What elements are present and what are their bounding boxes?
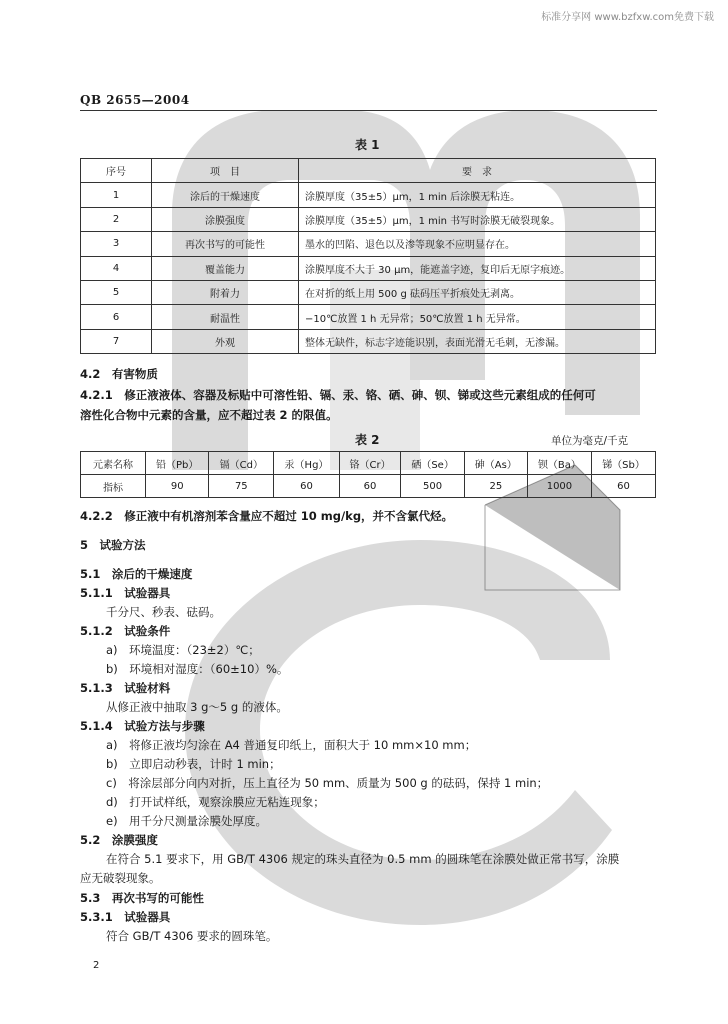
list-item-b: b) 环境相对湿度：（60±10）%。 (106, 662, 289, 676)
limit-value: 90 (146, 475, 209, 498)
row-requirement: 涂膜厚度不大于 30 μm，能遮盖字迹，复印后无原字痕迹。 (299, 256, 656, 280)
element-name: 钡（Ba） (527, 452, 591, 475)
table-row (81, 452, 656, 475)
section-5-1-2-heading: 5.1.2 试验条件 (80, 624, 171, 638)
paragraph-4-2-1-line1: 4.2.1 修正液液体、容器及标贴中可溶性铅、镉、汞、铬、硒、砷、钡、锑或这些元素组成的任何可 (80, 388, 596, 402)
list-item-a: a) 环境温度：（23±2）℃； (106, 643, 260, 657)
paragraph-5-3-1: 符合 GB/T 4306 要求的圆珠笔。 (106, 929, 278, 943)
row-item: 覆盖能力 (152, 256, 299, 280)
row-number: 6 (81, 305, 152, 329)
element-name: 硒（Se） (401, 452, 465, 475)
row-item: 附着力 (152, 280, 299, 304)
harmful-substances-table (80, 451, 656, 498)
list-item-d: d) 打开试样纸，观察涂膜应无粘连现象； (106, 795, 325, 809)
row-number: 4 (81, 256, 152, 280)
table-row (81, 329, 656, 353)
limit-value: 75 (209, 475, 274, 498)
paragraph-4-2-2: 4.2.2 修正液中有机溶剂苯含量应不超过 10 mg/kg，并不含氯代烃。 (80, 509, 454, 523)
row-number: 2 (81, 207, 152, 231)
header-rule (80, 110, 657, 111)
table-row (81, 280, 656, 304)
paragraph-5-2-line1: 在符合 5.1 要求下，用 GB/T 4306 规定的珠头直径为 0.5 mm 的圆珠笔在涂膜处做正常书写，涂膜 (106, 852, 620, 866)
table2-unit: 单位为毫克/千克 (551, 435, 629, 447)
element-name: 铅（Pb） (146, 452, 209, 475)
table-header-row (81, 159, 656, 183)
element-name: 锑（Sb） (592, 452, 656, 475)
row-item: 外观 (152, 329, 299, 353)
list-item-a: a) 将修正液均匀涂在 A4 普通复印纸上，面积大于 10 mm×10 mm； (106, 738, 477, 752)
table-header-cell: 要 求 (299, 159, 656, 183)
row-item: 涂后的干燥速度 (152, 183, 299, 207)
list-item-e: e) 用千分尺测量涂膜处厚度。 (106, 814, 268, 828)
row-requirement: 整体无缺件，标志字迹能识别，表面光滑无毛刺，无渗漏。 (299, 329, 656, 353)
list-item-b: b) 立即启动秒表，计时 1 min； (106, 757, 281, 771)
limit-value: 500 (401, 475, 465, 498)
section-4-2-heading: 4.2 有害物质 (80, 367, 158, 381)
row-requirement: −10℃放置 1 h 无异常；50℃放置 1 h 无异常。 (299, 305, 656, 329)
table-row (81, 183, 656, 207)
table-row (81, 305, 656, 329)
element-name: 汞（Hg） (274, 452, 340, 475)
table-row (81, 207, 656, 231)
paragraph-5-1-1: 千分尺、秒表、砝码。 (106, 605, 221, 619)
row-number: 5 (81, 280, 152, 304)
row-requirement: 涂膜厚度（35±5）μm，1 min 后涂膜无粘连。 (299, 183, 656, 207)
row-item: 再次书写的可能性 (152, 232, 299, 256)
page-number: 2 (93, 960, 100, 971)
list-item-c: c) 将涂层部分向内对折，压上直径为 50 mm、质量为 500 g 的砝码，保持 1 min； (106, 776, 549, 790)
paragraph-4-2-1-line2: 溶性化合物中元素的含量，应不超过表 2 的限值。 (80, 408, 338, 422)
limit-value: 25 (464, 475, 527, 498)
section-5-1-heading: 5.1 涂后的干燥速度 (80, 567, 193, 581)
section-5-1-3-heading: 5.1.3 试验材料 (80, 681, 171, 695)
row-requirement: 在对折的纸上用 500 g 砝码压平折痕处无剥离。 (299, 280, 656, 304)
row-item: 涂膜强度 (152, 207, 299, 231)
requirements-table (80, 158, 656, 354)
element-name: 铬（Cr） (339, 452, 401, 475)
table1-caption: 表 1 (355, 138, 380, 152)
limit-value: 60 (339, 475, 401, 498)
element-name: 镉（Cd） (209, 452, 274, 475)
paragraph-5-2-line2: 应无破裂现象。 (80, 871, 161, 885)
section-5-1-4-heading: 5.1.4 试验方法与步骤 (80, 719, 205, 733)
table-header-cell: 序号 (81, 159, 152, 183)
section-5-1-1-heading: 5.1.1 试验器具 (80, 586, 171, 600)
paragraph-5-1-3: 从修正液中抽取 3 g～5 g 的液体。 (106, 700, 288, 714)
section-5-3-1-heading: 5.3.1 试验器具 (80, 910, 171, 924)
row-number: 1 (81, 183, 152, 207)
limit-value: 60 (592, 475, 656, 498)
row-item: 耐温性 (152, 305, 299, 329)
table-row (81, 256, 656, 280)
table-header-cell: 项 目 (152, 159, 299, 183)
row-number: 3 (81, 232, 152, 256)
row-requirement: 墨水的凹陷、退色以及渗等现象不应明显存在。 (299, 232, 656, 256)
table2-caption: 表 2 (355, 433, 380, 447)
limit-value: 60 (274, 475, 340, 498)
row-label: 元素名称 (81, 452, 146, 475)
section-5-2-heading: 5.2 涂膜强度 (80, 833, 158, 847)
table-row (81, 475, 656, 498)
row-requirement: 涂膜厚度（35±5）μm，1 min 书写时涂膜无破裂现象。 (299, 207, 656, 231)
element-name: 砷（As） (464, 452, 527, 475)
site-watermark: 标准分享网 www.bzfxw.com免费下载 (541, 12, 714, 23)
table-row (81, 232, 656, 256)
limit-value: 1000 (527, 475, 591, 498)
standard-code: QB 2655—2004 (80, 93, 190, 107)
section-5-heading: 5 试验方法 (80, 538, 146, 552)
row-label: 指标 (81, 475, 146, 498)
section-5-3-heading: 5.3 再次书写的可能性 (80, 891, 204, 905)
row-number: 7 (81, 329, 152, 353)
